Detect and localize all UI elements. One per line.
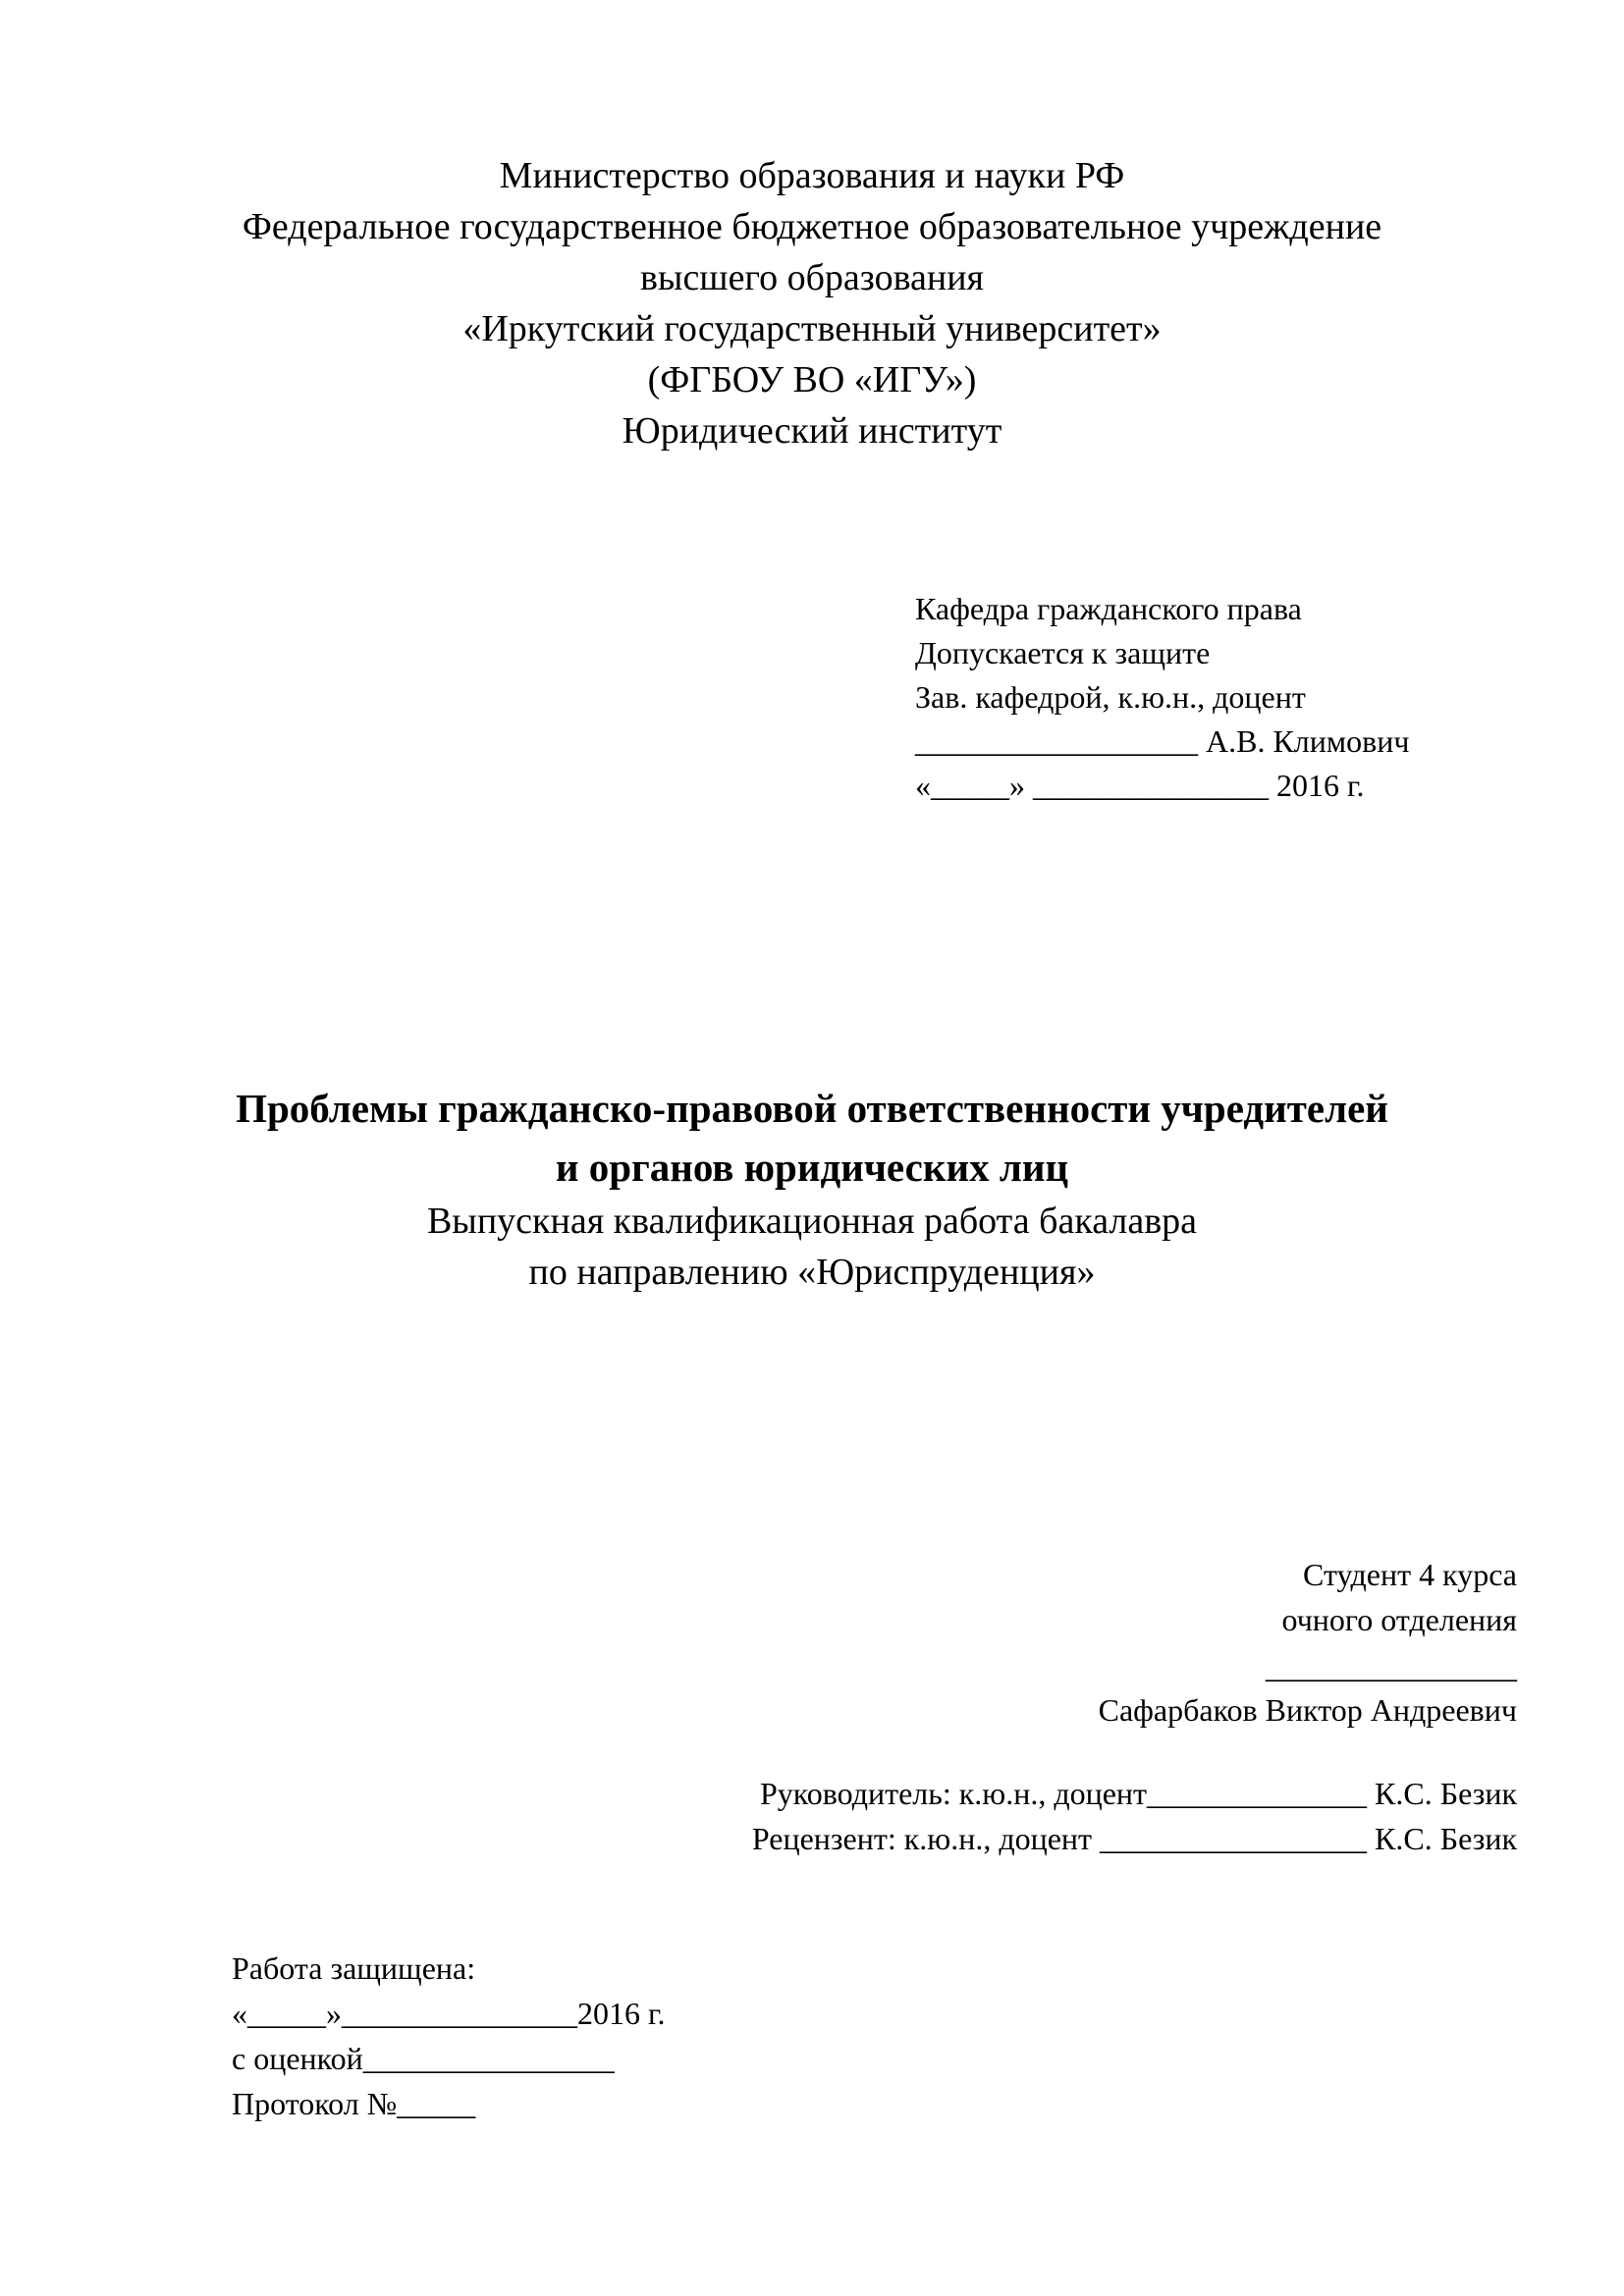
university-abbr-line: (ФГБОУ ВО «ИГУ») xyxy=(647,359,977,400)
department-line: Кафедра гражданского права xyxy=(915,591,1302,626)
reviewer-line: Рецензент: к.ю.н., доцент _________________ К.С. Безик xyxy=(751,1821,1517,1856)
head-signature-line: __________________ А.В. Климович xyxy=(915,723,1410,759)
defense-protocol-line: Протокол №_____ xyxy=(232,2086,476,2121)
defense-grade-line: с оценкой________________ xyxy=(232,2041,615,2076)
ministry-line: Министерство образования и науки РФ xyxy=(499,155,1125,196)
thesis-title-line-2: и органов юридических лиц xyxy=(555,1145,1069,1190)
admitted-line: Допускается к защите xyxy=(915,635,1211,670)
institute-line: Юридический институт xyxy=(622,410,1002,452)
student-name: Сафарбаков Виктор Андреевич xyxy=(1098,1692,1517,1728)
student-course-line: Студент 4 курса xyxy=(1303,1557,1517,1592)
student-department-line: очного отделения xyxy=(1281,1602,1517,1637)
supervisor-line: Руководитель: к.ю.н., доцент______________ К.С. Безик xyxy=(760,1776,1517,1811)
institution-type-line: Федеральное государственное бюджетное образовательное учреждение xyxy=(242,206,1382,247)
university-name-line: «Иркутский государственный университет» xyxy=(462,308,1162,349)
thesis-direction-line: по направлению «Юриспруденция» xyxy=(528,1252,1096,1293)
thesis-type-line: Выпускная квалификационная работа бакалавра xyxy=(426,1201,1198,1242)
thesis-title-line-1: Проблемы гражданско-правовой ответственности учредителей xyxy=(236,1086,1388,1131)
head-title-line: Зав. кафедрой, к.ю.н., доцент xyxy=(915,679,1306,715)
student-signature-line: ________________ xyxy=(1266,1649,1517,1684)
defense-date-line: «_____»_______________2016 г. xyxy=(232,1996,666,2031)
defense-title: Работа защищена: xyxy=(232,1950,476,1986)
education-level-line: высшего образования xyxy=(639,257,985,298)
approval-date-line: «_____» _______________ 2016 г. xyxy=(915,768,1365,803)
